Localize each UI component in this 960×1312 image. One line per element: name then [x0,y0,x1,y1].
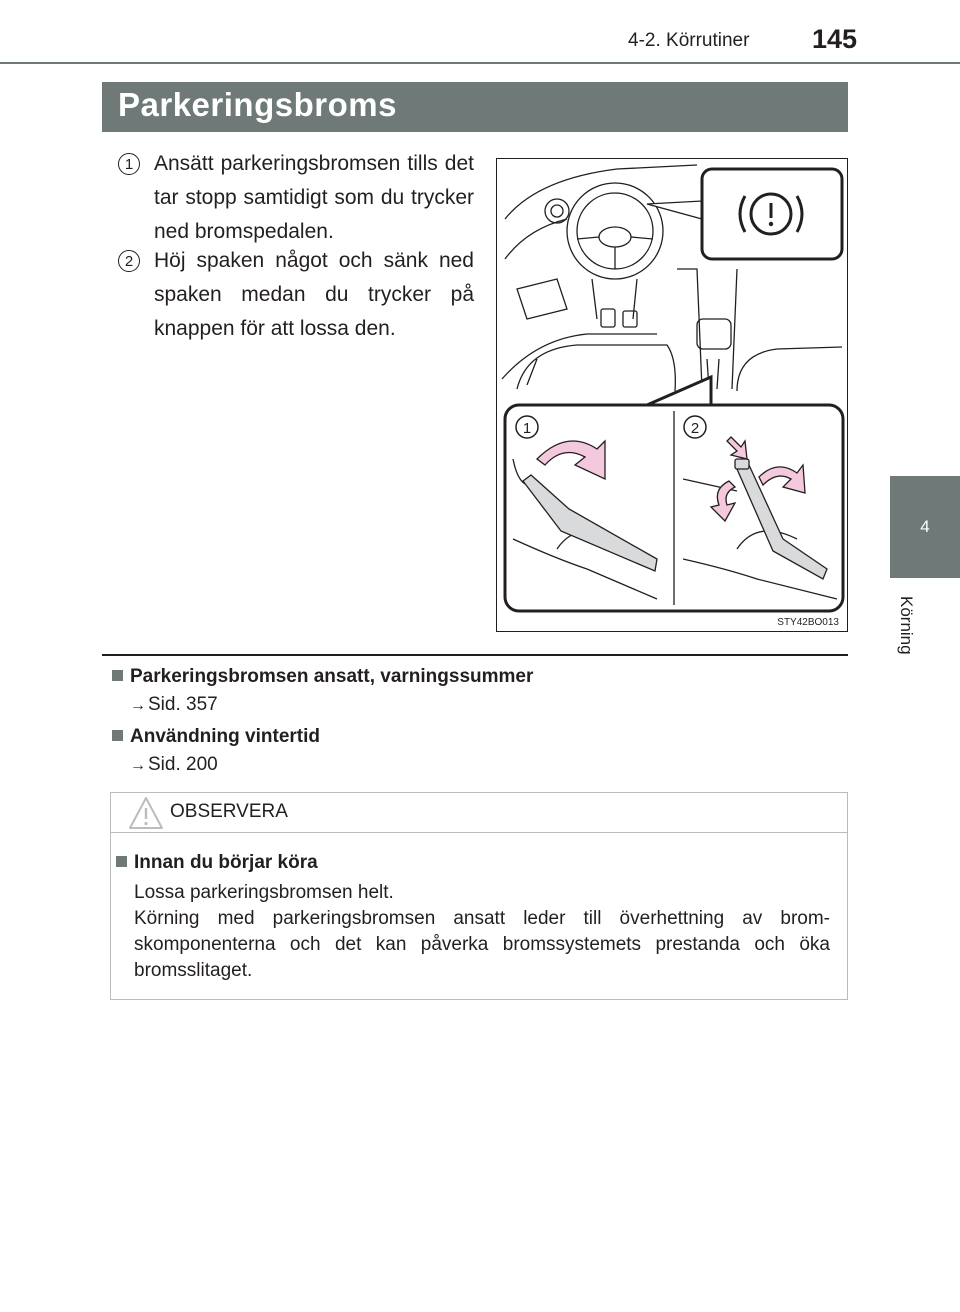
note-heading [112,666,533,688]
bullet-square-icon [112,730,123,741]
note-heading [112,726,320,748]
step-number: 1 [118,153,140,175]
caution-paragraph: Körning med parkeringsbromsen ansatt leder till överhettning av brom-skomponenterna och det kan påverka bromssystemets prestanda och öka bromsslitaget. [134,908,830,981]
callout-1: 1 [522,420,532,437]
caution-heading [116,852,318,874]
chapter-tab [890,476,960,578]
figure-code: STY42BO013 [777,617,839,628]
note-reference [130,754,218,776]
step-text: Höj spaken något och sänk ned spaken medan du trycker på knappen för att lossa den. [154,249,474,340]
caution-line: Lossa parkeringsbromsen helt. [134,882,394,903]
section-divider [102,654,848,656]
bullet-square-icon [116,856,127,867]
caution-heading-text: Innan du börjar köra [134,852,318,873]
illustration [496,158,848,632]
section-title: 4-2. Körrutiner [628,30,750,51]
caution-body [134,880,830,984]
step-number: 2 [118,250,140,272]
chapter-label: Körning [897,596,916,655]
arrow-right-icon: → [130,697,146,714]
note-heading-text: Parkeringsbromsen ansatt, varningssummer [130,666,534,687]
page-number: 145 [812,24,858,54]
caution-header-rule [110,832,848,833]
arrow-right-icon: → [130,757,146,774]
parking-brake-illustration [497,159,849,633]
note-reference-text: Sid. 357 [148,694,218,715]
chapter-number: 4 [920,517,930,536]
note-reference-text: Sid. 200 [148,754,218,775]
callout-2: 2 [690,420,700,437]
note-heading-text: Användning vintertid [130,726,320,747]
step-text: Ansätt parkeringsbromsen tills det tar stopp samtidigt som du trycker ned bromspedalen. [154,152,474,243]
bullet-square-icon [112,670,123,681]
warning-triangle-icon [128,796,164,830]
header-rule [0,62,960,64]
caution-label: OBSERVERA [170,801,288,822]
page-title: Parkeringsbroms [118,86,397,123]
note-reference [130,694,218,716]
